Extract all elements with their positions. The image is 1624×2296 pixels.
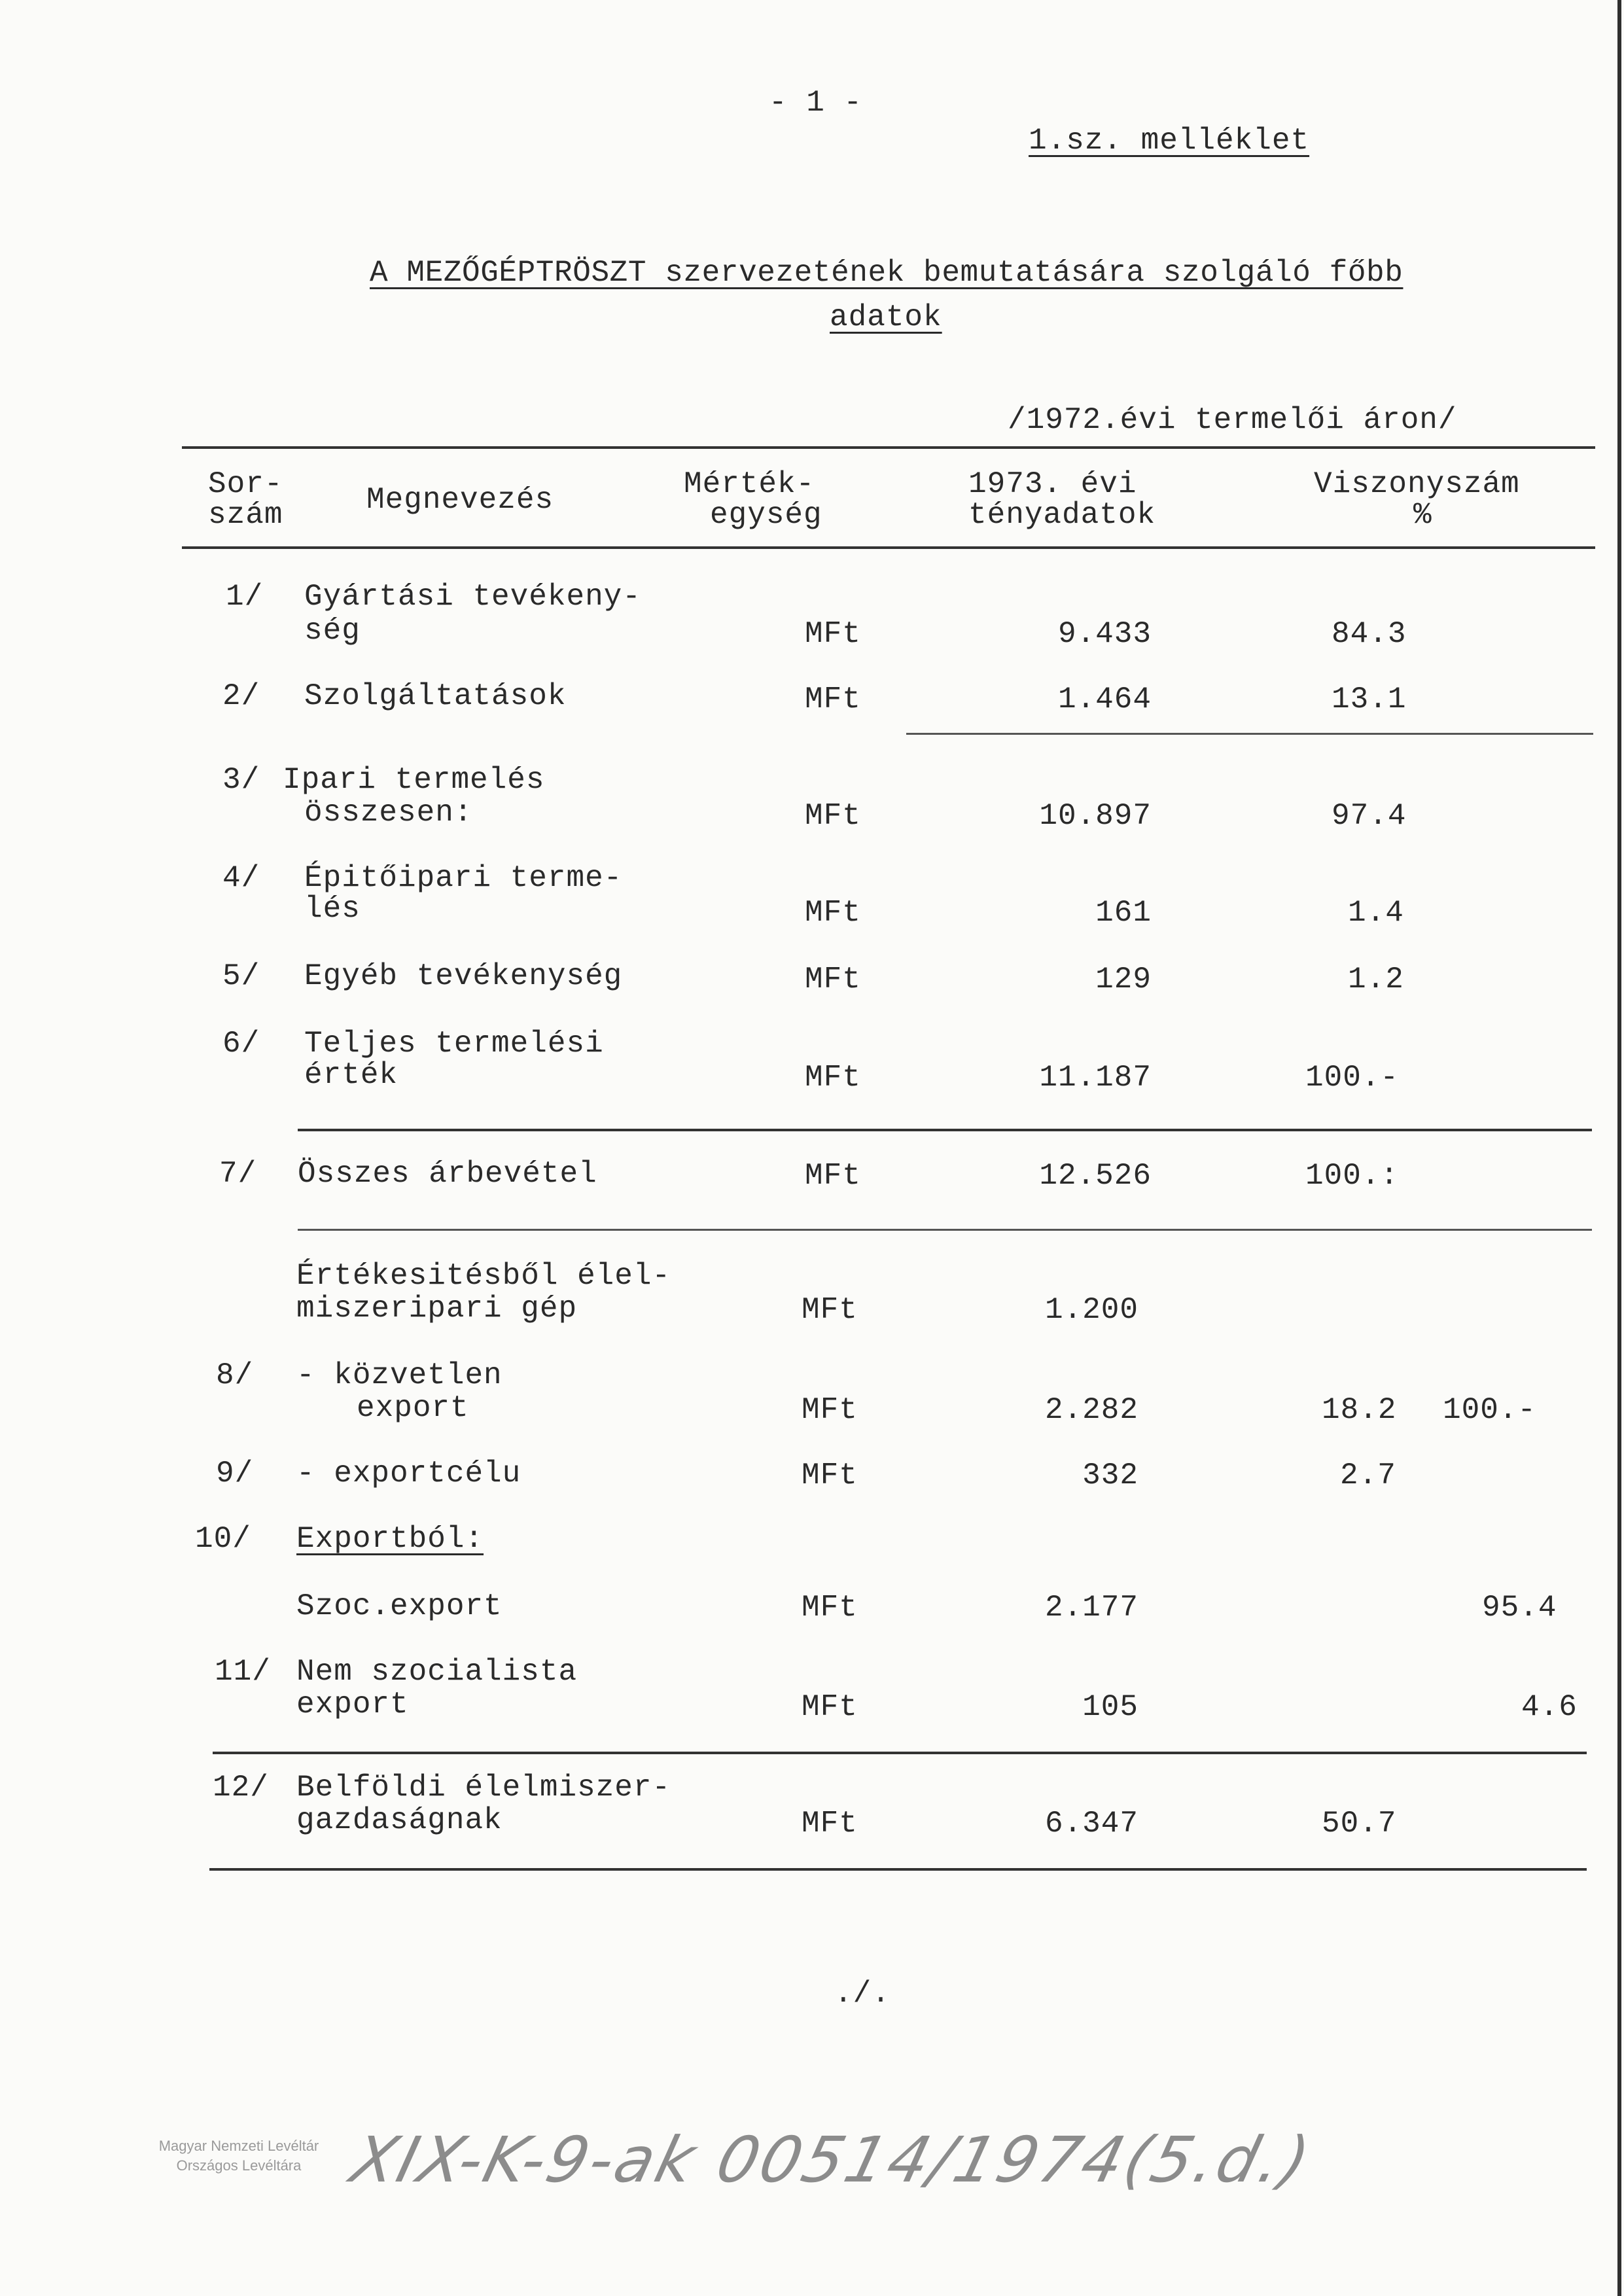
row-percent-secondary: 95.4 bbox=[1482, 1591, 1557, 1625]
row-name-line2: miszeripari gép bbox=[296, 1292, 578, 1326]
row-value: 105 bbox=[1082, 1690, 1139, 1724]
row-percent: 1.2 bbox=[1348, 963, 1404, 997]
row-number: 5/ bbox=[222, 959, 260, 993]
archive-reference-handwritten: XIX-K-9-ak 00514/1974(5.d.) bbox=[344, 2123, 1320, 2197]
row-unit: MFt bbox=[805, 896, 861, 930]
row-name-line1: Teljes termelési bbox=[304, 1027, 604, 1061]
page-number: - 1 - bbox=[769, 86, 863, 120]
table-bottom-rule bbox=[209, 1868, 1587, 1871]
row-name-line1: Exportból: bbox=[296, 1522, 484, 1556]
row-value: 6.347 bbox=[1044, 1807, 1139, 1841]
row-name-line2: ség bbox=[304, 614, 361, 648]
row-value: 129 bbox=[1095, 963, 1152, 997]
row-unit: MFt bbox=[805, 963, 861, 997]
row-percent: 18.2 bbox=[1322, 1393, 1397, 1427]
row-unit: MFt bbox=[805, 799, 861, 833]
row-percent: 13.1 bbox=[1332, 682, 1407, 716]
document-title-line2: adatok bbox=[830, 300, 942, 334]
header-mertekegyseg-2: egység bbox=[710, 498, 822, 532]
row-number: 11/ bbox=[215, 1655, 271, 1689]
row-name-line2: export bbox=[357, 1391, 469, 1425]
row-unit: MFt bbox=[802, 1293, 858, 1327]
header-viszonyszam-1: Viszonyszám bbox=[1314, 467, 1520, 501]
row-name-line1: Szoc.export bbox=[296, 1589, 503, 1623]
row-unit: MFt bbox=[802, 1458, 858, 1492]
table-top-rule bbox=[182, 446, 1595, 449]
header-sorszam-1: Sor- bbox=[208, 467, 283, 501]
document-title-line1: A MEZŐGÉPTRÖSZT szervezetének bemutatására szolgáló főbb bbox=[370, 256, 1403, 290]
header-tenyadatok-1: 1973. évi bbox=[968, 467, 1137, 501]
page-edge-shadow bbox=[1617, 0, 1621, 2296]
row-name-line2: lés bbox=[304, 892, 361, 926]
row-percent-secondary: 4.6 bbox=[1521, 1690, 1578, 1724]
row-unit: MFt bbox=[802, 1393, 858, 1427]
row-percent: 97.4 bbox=[1332, 799, 1407, 833]
archive-stamp-line1: Magyar Nemzeti Levéltár bbox=[158, 2138, 319, 2154]
row-name-line1: Gyártási tevékeny- bbox=[304, 580, 641, 614]
row-number: 10/ bbox=[195, 1522, 251, 1556]
row-name-line2: gazdaságnak bbox=[296, 1803, 503, 1837]
row-number: 4/ bbox=[222, 861, 260, 895]
row-value: 2.177 bbox=[1044, 1591, 1139, 1625]
row-name-line1: Nem szocialista bbox=[296, 1655, 578, 1689]
row-percent: 2.7 bbox=[1340, 1458, 1396, 1492]
row-number: 3/ bbox=[222, 763, 260, 797]
row-name-line1: - exportcélu bbox=[296, 1457, 521, 1491]
row-percent: 50.7 bbox=[1322, 1807, 1397, 1841]
row-unit: MFt bbox=[805, 1159, 861, 1193]
continuation-mark: ./. bbox=[834, 1977, 891, 2011]
header-mertekegyseg-1: Mérték- bbox=[684, 467, 815, 501]
row-unit: MFt bbox=[805, 682, 861, 716]
header-sorszam-2: szám bbox=[208, 498, 283, 532]
row-percent: 1.4 bbox=[1348, 896, 1404, 930]
row-name-line1: Összes árbevétel bbox=[298, 1157, 597, 1191]
header-megnevezes: Megnevezés bbox=[366, 483, 554, 517]
row-name-line2: export bbox=[296, 1687, 409, 1722]
row-unit: MFt bbox=[802, 1690, 858, 1724]
row-unit: MFt bbox=[805, 1061, 861, 1095]
row-number: 8/ bbox=[216, 1358, 254, 1392]
archive-stamp-line2: Országos Levéltára bbox=[176, 2157, 302, 2174]
section-rule bbox=[298, 1129, 1592, 1131]
row-number: 12/ bbox=[213, 1771, 269, 1805]
row-value: 11.187 bbox=[1039, 1061, 1152, 1095]
row-value: 12.526 bbox=[1039, 1159, 1152, 1193]
header-viszonyszam-2: % bbox=[1413, 498, 1432, 532]
row-unit: MFt bbox=[802, 1807, 858, 1841]
row-name-line1: Épitőipari terme- bbox=[304, 861, 623, 895]
price-basis-note: /1972.évi termelői áron/ bbox=[1008, 403, 1457, 437]
row-value: 10.897 bbox=[1039, 799, 1152, 833]
row-value: 161 bbox=[1095, 896, 1152, 930]
row-value: 2.282 bbox=[1044, 1393, 1139, 1427]
row-number: 6/ bbox=[222, 1027, 260, 1061]
row-name-line2: összesen: bbox=[304, 796, 473, 830]
header-tenyadatok-2: tényadatok bbox=[968, 498, 1156, 532]
row-percent: 100.- bbox=[1305, 1061, 1400, 1095]
row-percent: 100.: bbox=[1305, 1159, 1400, 1193]
section-rule bbox=[298, 1229, 1592, 1231]
row-name-line1: Egyéb tevékenység bbox=[304, 959, 623, 993]
row-value: 1.464 bbox=[1057, 682, 1152, 716]
row-unit: MFt bbox=[802, 1591, 858, 1625]
row-value: 1.200 bbox=[1044, 1293, 1139, 1327]
section-rule bbox=[213, 1752, 1587, 1754]
row-name-line1: Értékesitésből élel- bbox=[296, 1259, 671, 1293]
row-name-line1: - közvetlen bbox=[296, 1358, 503, 1392]
row-number: 1/ bbox=[226, 580, 264, 614]
row-percent: 84.3 bbox=[1332, 617, 1407, 651]
row-percent-secondary: 100.- bbox=[1443, 1393, 1537, 1427]
row-name-line1: Ipari termelés bbox=[283, 763, 545, 797]
row-name-line1: Belföldi élelmiszer- bbox=[296, 1771, 671, 1805]
row-number: 2/ bbox=[222, 679, 260, 713]
row-name-line2: érték bbox=[304, 1058, 398, 1092]
row-value: 332 bbox=[1082, 1458, 1139, 1492]
row-unit: MFt bbox=[805, 617, 861, 651]
row-number: 7/ bbox=[219, 1157, 257, 1191]
subtotal-rule bbox=[906, 733, 1593, 735]
row-number: 9/ bbox=[216, 1457, 254, 1491]
table-header-rule bbox=[182, 546, 1595, 549]
annex-label: 1.sz. melléklet bbox=[1029, 124, 1310, 158]
row-name-line1: Szolgáltatások bbox=[304, 679, 567, 713]
row-value: 9.433 bbox=[1057, 617, 1152, 651]
archive-stamp bbox=[131, 2136, 347, 2176]
